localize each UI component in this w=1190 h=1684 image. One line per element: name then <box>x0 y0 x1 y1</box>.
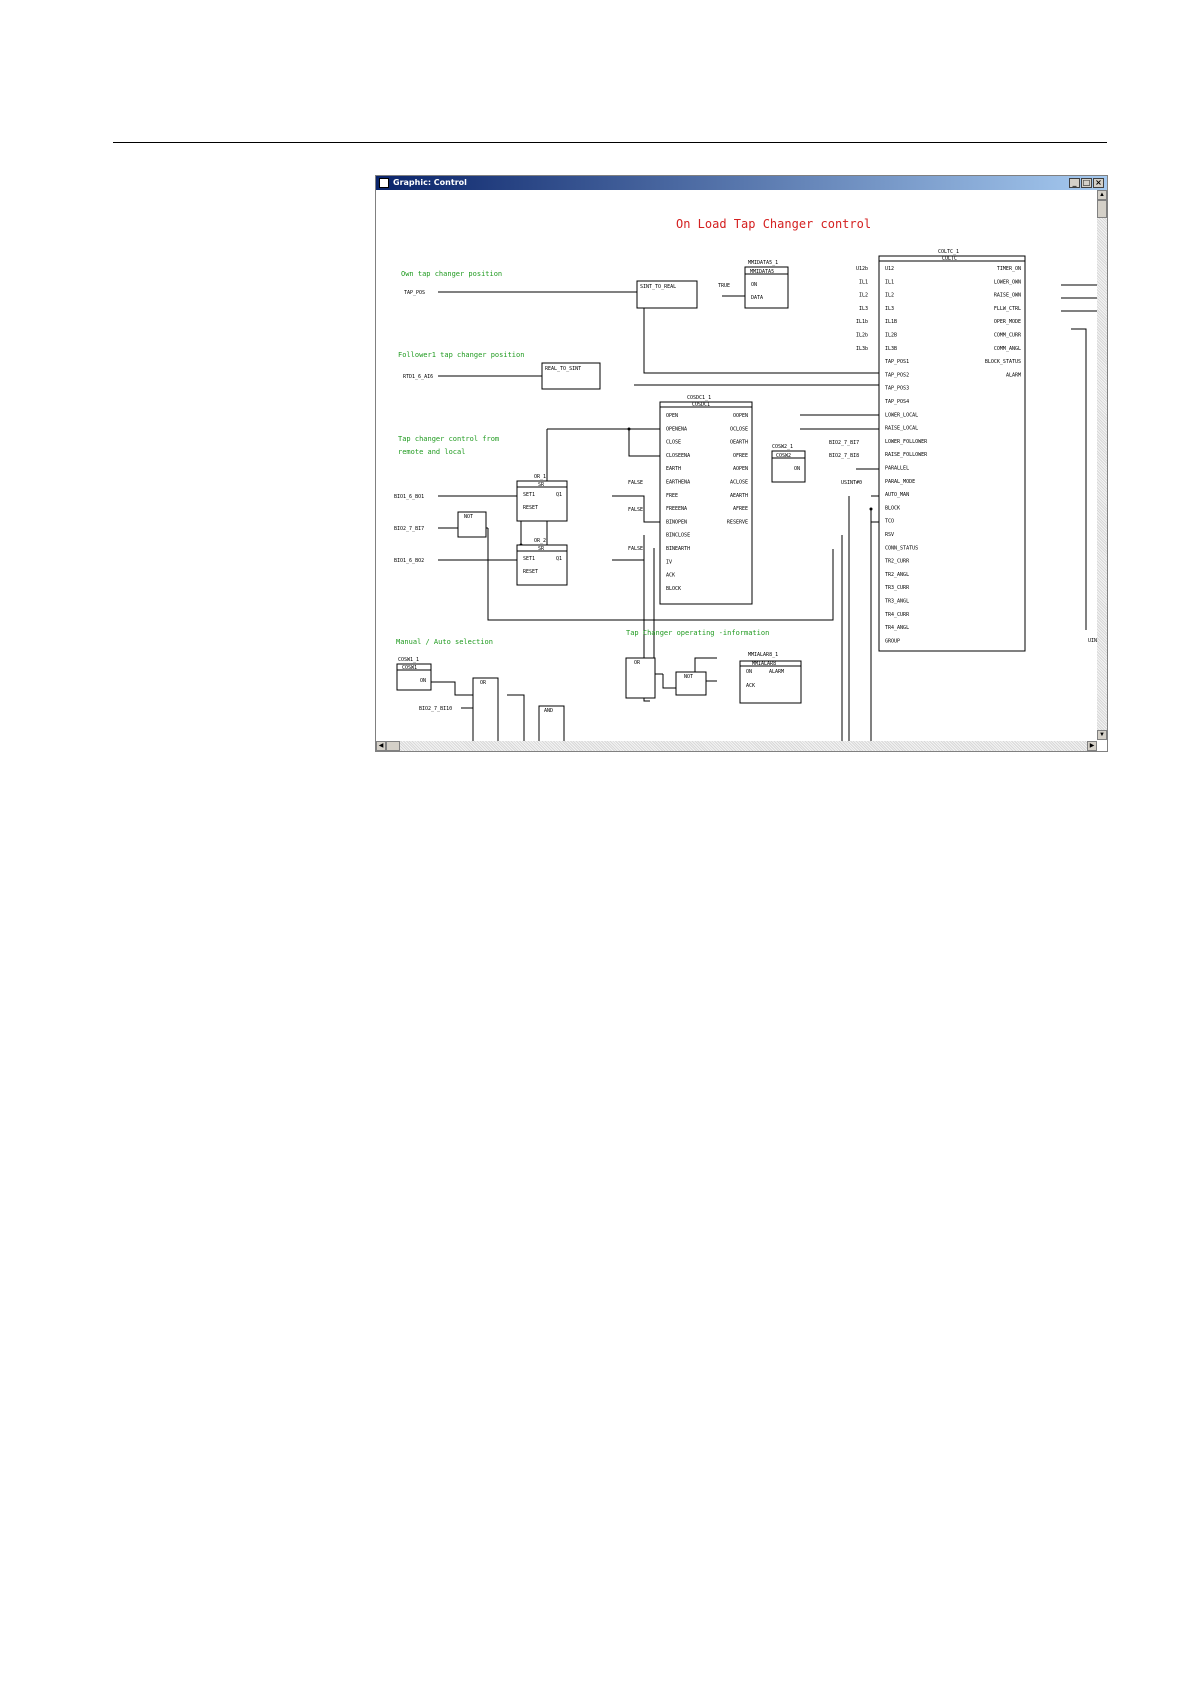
coltc-input: TAP_POS4 <box>885 399 910 405</box>
signal-true: TRUE <box>718 283 731 289</box>
coltc-external: IL2b <box>855 332 868 339</box>
block-type: MMIDATA5 <box>750 269 775 275</box>
coltc-output: COMM_CURR <box>993 332 1021 339</box>
coltc-input: TR3_ANGL <box>885 598 910 605</box>
block-instance: OR_1 <box>534 474 547 480</box>
cosdc1-input: FREEENA <box>666 506 688 513</box>
block-input: ON <box>746 669 753 675</box>
signal-bio2-7-bi7b: BIO2_7_BI7 <box>829 440 860 446</box>
cosdc1-output: AFREE <box>732 506 748 513</box>
cosdc1-output: ACLOSE <box>729 479 748 486</box>
horizontal-scroll-thumb[interactable] <box>386 741 400 751</box>
function-block-diagram <box>376 190 1097 743</box>
cosdc1-input: BINCLOSE <box>666 532 691 539</box>
signal-rtd1: RTD1_6_AI6 <box>403 374 434 380</box>
coltc-input: TAP_POS2 <box>885 372 910 379</box>
coltc-output: FLLW_CTRL <box>993 305 1021 312</box>
block-input: ON <box>420 678 427 684</box>
coltc-external: IL2 <box>858 292 868 299</box>
block-instance: COSDC1_1 <box>687 395 712 401</box>
coltc-input: TR2_CURR <box>885 558 910 565</box>
coltc-input: IL1 <box>885 279 895 286</box>
signal-bio2-7-bi8: BIO2_7_BI8 <box>829 453 860 459</box>
block-type: SR <box>538 482 545 488</box>
app-icon <box>379 178 389 188</box>
block-instance: COLTC_1 <box>938 249 960 255</box>
coltc-input: PARALLEL <box>885 465 910 472</box>
coltc-input: RAISE_FOLLOWER <box>885 452 928 459</box>
signal-usint0: USINT#0 <box>841 480 863 486</box>
section-remote-local: Tap changer control from <box>398 435 500 443</box>
vertical-scrollbar[interactable] <box>1097 190 1107 740</box>
block-type: OR <box>480 680 487 686</box>
coltc-external: IL3 <box>858 305 868 312</box>
signal-uin: UIN <box>1088 638 1097 644</box>
coltc-input: IL1B <box>885 319 898 326</box>
block-type: COSW1 <box>402 665 418 671</box>
coltc-input: CONN_STATUS <box>885 545 919 552</box>
block-type: SINT_TO_REAL <box>640 284 677 290</box>
coltc-input: TCO <box>885 518 895 525</box>
function-blocks <box>397 256 1025 743</box>
block-instance: COSW1_1 <box>398 657 420 663</box>
close-icon[interactable]: × <box>1093 178 1104 188</box>
minimize-icon[interactable]: _ <box>1069 178 1080 188</box>
coltc-external: IL3b <box>855 345 868 352</box>
block-instance: MMIALAR8_1 <box>748 652 779 658</box>
coltc-input: GROUP <box>885 638 901 645</box>
mmialar8-block[interactable] <box>740 661 801 703</box>
block-input: ACK <box>746 683 756 689</box>
vertical-scroll-thumb[interactable] <box>1097 200 1107 218</box>
window-title: Graphic: Control <box>393 178 467 187</box>
cosdc1-input: BINEARTH <box>666 546 691 552</box>
coltc-input: IL2B <box>885 332 898 339</box>
block-type: SR <box>538 546 545 552</box>
block-type: COSW2 <box>776 453 792 459</box>
coltc-input: TAP_POS1 <box>885 359 910 366</box>
scroll-right-icon[interactable]: ▶ <box>1087 741 1097 751</box>
signal-false: FALSE <box>628 480 644 486</box>
cosdc1-input: OPEN <box>666 413 679 419</box>
cosdc1-input: OPENENA <box>666 426 688 433</box>
cosdc1-input: BLOCK <box>666 585 682 592</box>
block-input: RESET <box>523 569 539 575</box>
coltc-input: AUTO_MAN <box>885 492 910 499</box>
coltc-output: OPER_MODE <box>993 319 1021 326</box>
cosdc1-output: OFREE <box>732 452 748 459</box>
block-instance: COSW2_1 <box>772 444 794 450</box>
signal-tap-pos: TAP_POS <box>404 290 426 296</box>
coltc-input: RAISE_LOCAL <box>885 425 919 432</box>
coltc-input: LOWER_FOLLOWER <box>885 438 928 445</box>
signal-bio1-6-bo1: BIO1_6_BO1 <box>394 494 425 500</box>
cosdc1-input: IV <box>666 559 673 566</box>
cosdc1-output: OOPEN <box>732 413 748 419</box>
block-instance: OR_2 <box>534 538 547 544</box>
block-input: SET1 <box>523 556 536 562</box>
cosdc1-input: CLOSEENA <box>666 452 691 459</box>
signal-false: FALSE <box>628 507 644 513</box>
coltc-input: U12 <box>885 266 895 272</box>
or-block[interactable] <box>626 658 655 698</box>
block-type: AND <box>544 708 554 714</box>
section-remote-local-2: remote and local <box>398 448 466 456</box>
cosdc1-output: AOPEN <box>732 466 748 473</box>
page-header-rule <box>113 142 1107 143</box>
coltc-input: PARAL_MODE <box>885 478 916 485</box>
graphic-control-window[interactable] <box>375 175 1108 752</box>
coltc-output: LOWER_OWN <box>993 279 1021 286</box>
block-input: DATA <box>751 295 764 301</box>
coltc-input: IL3 <box>885 305 895 312</box>
coltc-input: IL2 <box>885 292 895 299</box>
cosdc1-output: OCLOSE <box>729 426 748 433</box>
block-output: ALARM <box>769 669 785 675</box>
cosdc1-output: OEARTH <box>729 439 748 446</box>
coltc-input: TR2_ANGL <box>885 571 910 578</box>
section-operating-info: Tap Changer operating -information <box>626 629 770 637</box>
scroll-left-icon[interactable]: ◀ <box>376 741 386 751</box>
signal-false: FALSE <box>628 546 644 552</box>
block-output: Q1 <box>556 556 563 562</box>
diagram-title: On Load Tap Changer control <box>676 217 872 231</box>
block-type: COLTC <box>942 256 958 262</box>
block-input: SET1 <box>523 492 536 498</box>
block-input: RESET <box>523 505 539 511</box>
cosdc1-input: BINOPEN <box>666 519 688 526</box>
coltc-external: U12b <box>855 266 868 272</box>
coltc-output: ALARM <box>1005 372 1021 379</box>
block-type: MMIALAR8 <box>752 661 777 667</box>
block-type: NOT <box>464 514 474 520</box>
signal-bio2-7-bi10: BIO2_7_BI10 <box>419 706 453 712</box>
coltc-input: TR3_CURR <box>885 585 910 592</box>
coltc-input: TR4_CURR <box>885 611 910 618</box>
coltc-input: IL3B <box>885 345 898 352</box>
or-block-2[interactable] <box>473 678 498 743</box>
horizontal-scrollbar[interactable] <box>376 741 1097 751</box>
cosdc1-input: EARTHENA <box>666 479 691 486</box>
diagram-canvas[interactable] <box>376 190 1097 743</box>
coltc-output: TIMER_ON <box>996 266 1021 272</box>
section-manual-auto: Manual / Auto selection <box>396 638 493 646</box>
block-type: REAL_TO_SINT <box>545 366 582 372</box>
cosdc1-input: FREE <box>666 492 679 499</box>
scroll-down-icon[interactable]: ▼ <box>1097 730 1107 740</box>
block-instance: MMIDATA5_1 <box>748 260 779 266</box>
signal-bio2-7-bi7: BIO2_7_BI7 <box>394 526 425 532</box>
section-follower: Follower1 tap changer position <box>398 351 525 359</box>
block-type: COSDC1 <box>692 402 711 408</box>
signal-bio1-6-bo2: BIO1_6_BO2 <box>394 558 425 564</box>
coltc-input: TR4_ANGL <box>885 625 910 632</box>
cosdc1-input: CLOSE <box>666 439 682 446</box>
coltc-input: BLOCK <box>885 505 901 512</box>
coltc-external: IL1b <box>855 319 868 326</box>
coltc-output: COMM_ANGL <box>993 345 1021 352</box>
cosdc1-output: RESERVE <box>726 519 748 526</box>
cosdc1-output: AEARTH <box>729 492 748 499</box>
block-type: OR <box>634 660 641 666</box>
block-output: Q1 <box>556 492 563 498</box>
maximize-icon[interactable]: □ <box>1082 178 1091 187</box>
coltc-output: BLOCK_STATUS <box>984 359 1021 366</box>
section-own-tap: Own tap changer position <box>401 270 503 278</box>
block-input: ON <box>751 282 758 288</box>
cosdc1-input: ACK <box>666 572 676 579</box>
window-titlebar[interactable] <box>376 176 1107 190</box>
coltc-input: RSV <box>885 532 895 538</box>
coltc-external: IL1 <box>858 279 868 286</box>
coltc-input: LOWER_LOCAL <box>885 412 919 419</box>
cosdc1-input: EARTH <box>666 466 682 473</box>
coltc-input: TAP_POS3 <box>885 385 910 392</box>
coltc-output: RAISE_OWN <box>993 292 1021 299</box>
scroll-up-icon[interactable]: ▲ <box>1097 190 1107 200</box>
block-input: ON <box>794 466 801 472</box>
block-type: NOT <box>684 674 694 680</box>
